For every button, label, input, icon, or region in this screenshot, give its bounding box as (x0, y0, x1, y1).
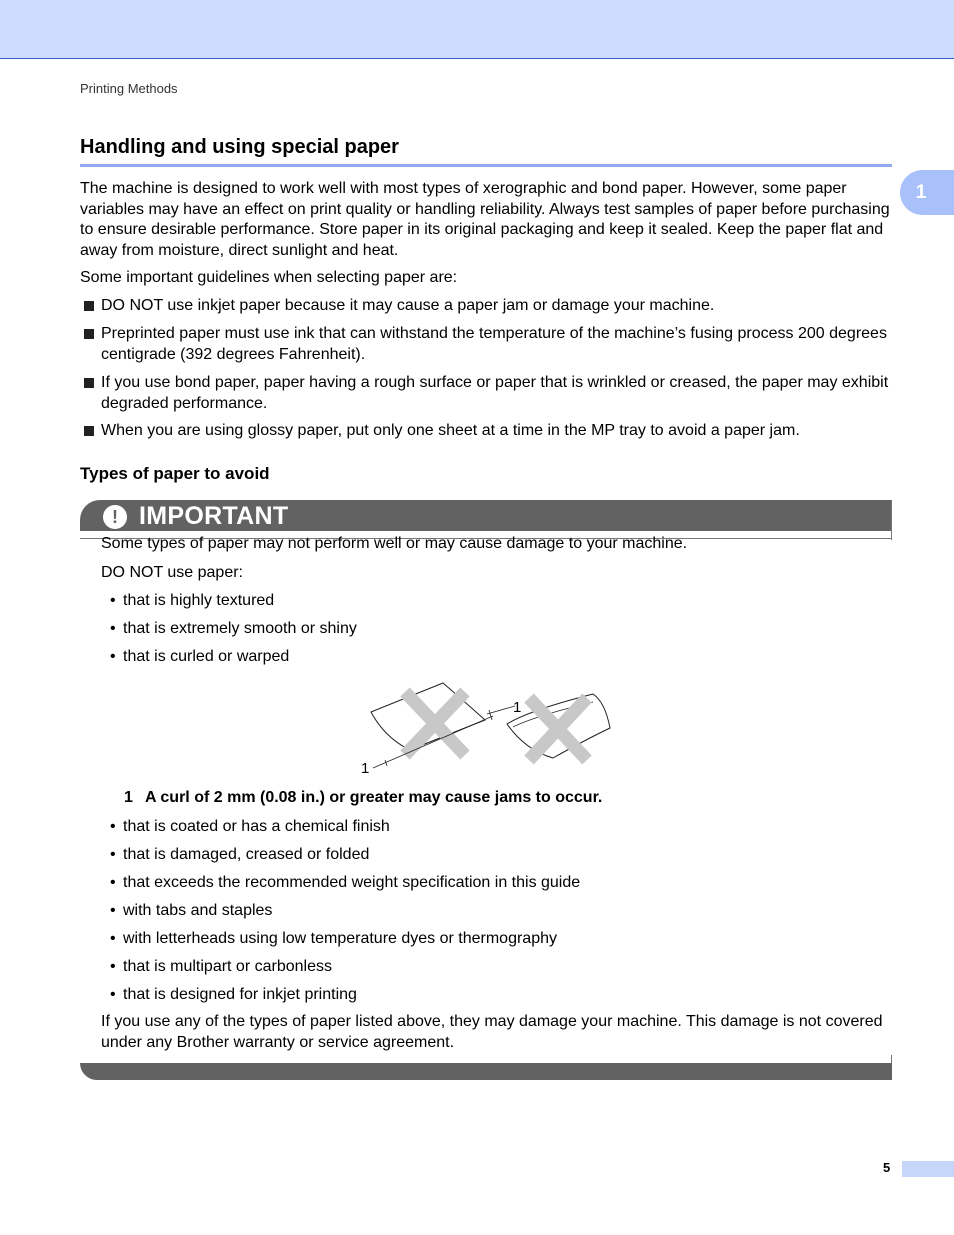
square-bullet-icon (84, 301, 94, 311)
important-title: IMPORTANT (139, 502, 289, 530)
square-bullet-icon (84, 329, 94, 339)
square-bullet-icon (84, 378, 94, 388)
avoid-list-b (110, 817, 580, 1013)
intro-paragraph: The machine is designed to work well with most types of xerographic and bond paper. However, some paper variables may have an effect on print quality or handling reliability. Always test samples of paper before purchasing to ensure desirable performance. Store paper in its original packaging and keep it sealed. Keep the paper flat and away from moisture, direct sunlight and heat. (80, 180, 890, 259)
important-line-2: DO NOT use paper: (101, 564, 243, 581)
running-head: Printing Methods (80, 81, 178, 96)
guidelines-lead: Some important guidelines when selecting paper are: (80, 269, 458, 286)
page-number: 5 (883, 1160, 891, 1175)
page-number-tab (902, 1161, 954, 1177)
list-item: • with letterheads using low temperature dyes or thermography (110, 930, 557, 947)
list-item: • that is curled or warped (110, 648, 290, 665)
list-item: When you are using glossy paper, put only one sheet at a time in the MP tray to avoid a paper jam. (84, 421, 892, 449)
important-footer-bar (80, 1063, 892, 1080)
chapter-tab: 1 (900, 170, 954, 215)
list-item: DO NOT use inkjet paper because it may cause a paper jam or damage your machine. (84, 296, 892, 324)
square-bullet-icon (84, 426, 94, 436)
section-title: Handling and using special paper (80, 136, 892, 167)
figure-label-right: 1 (513, 699, 522, 716)
top-header-band (0, 0, 954, 59)
list-item: Preprinted paper must use ink that can withstand the temperature of the machine’s fusing process 200 degrees centigrade (392 degrees Fahrenheit). (84, 324, 892, 373)
subsection-title: Types of paper to avoid (80, 464, 270, 483)
important-closing: If you use any of the types of paper listed above, they may damage your machine. This damage is not covered under any Brother warranty or service agreement. (101, 1013, 883, 1051)
list-item: • that is damaged, creased or folded (110, 846, 370, 863)
list-item: • that is designed for inkjet printing (110, 986, 357, 1003)
figure-label-left: 1 (361, 760, 370, 777)
important-border (891, 500, 892, 540)
curled-paper-figure (355, 680, 625, 780)
list-item: • that is coated or has a chemical finish (110, 818, 390, 835)
list-item: • that exceeds the recommended weight specification in this guide (110, 874, 581, 891)
avoid-list-a (110, 591, 357, 675)
figure-caption: 1 A curl of 2 mm (0.08 in.) or greater may cause jams to occur. (124, 789, 603, 806)
list-item: • that is extremely smooth or shiny (110, 620, 357, 637)
list-item: If you use bond paper, paper having a rough surface or paper that is wrinkled or creased, the paper may exhibit degraded performance. (84, 373, 892, 421)
guideline-list (84, 296, 892, 449)
list-item: • that is highly textured (110, 592, 275, 609)
list-item: • with tabs and staples (110, 902, 273, 919)
exclamation-icon: ! (103, 505, 127, 529)
list-item: • that is multipart or carbonless (110, 958, 332, 975)
important-line-1: Some types of paper may not perform well or may cause damage to your machine. (101, 535, 688, 552)
